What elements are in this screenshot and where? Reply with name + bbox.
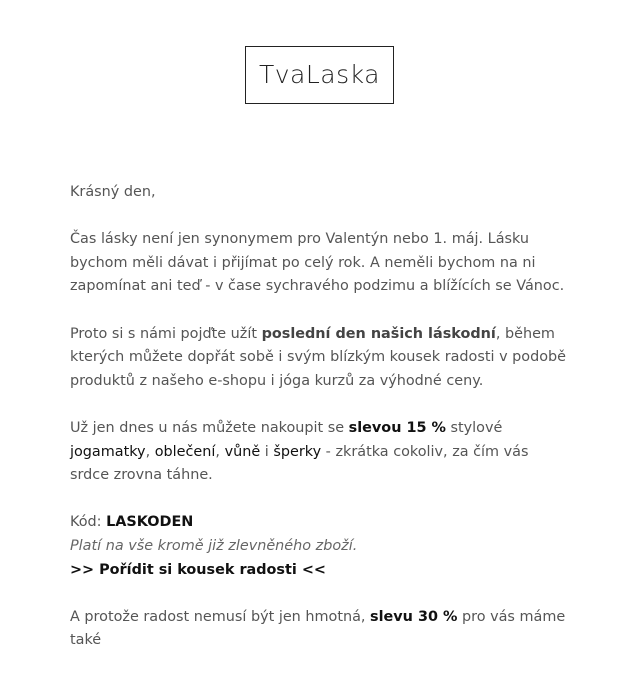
discount-code-line (70, 511, 570, 535)
paragraph-last-day (70, 323, 570, 394)
discount-code-value: LASKODEN (106, 514, 194, 531)
separator: i (260, 443, 274, 460)
paragraph-yoga-text-1: A protože radost nemusí být jen hmotná, (70, 608, 371, 625)
link-jogamatky[interactable]: jogamatky (70, 443, 146, 460)
paragraph-intro: Čas lásky není jen synonymem pro Valentýn nebo 1. máj. Lásku bychom měli dávat i přijímat po celý rok. A neměli bychom na ni zapomínat ani teď - v čase sychravého podzimu a blížících se Vánoc. (70, 231, 565, 295)
link-vune[interactable]: vůně (224, 443, 261, 460)
discount-code-block (70, 511, 570, 582)
last-day-highlight: poslední den našich láskodní (261, 325, 496, 342)
email-body (70, 181, 570, 676)
link-sperky[interactable]: šperky (273, 443, 322, 460)
paragraph-yoga-text-2: pro vás máme také (70, 608, 566, 649)
paragraph-yoga-discount (70, 606, 570, 653)
paragraph-discount-text-1: Už jen dnes u nás můžete nakoupit se (70, 419, 349, 436)
discount-30-highlight: slevu 30 % (370, 608, 458, 625)
link-obleceni[interactable]: oblečení (154, 443, 216, 460)
header (0, 46, 640, 104)
paragraph-last-day-text-2: , během kterých můžete dopřát sobě i svým blízkým kousek radosti v podobě produktů z našeho e-shopu i jóga kurzů za výhodné ceny. (70, 325, 567, 389)
discount-code-note: Platí na vše kromě již zlevněného zboží. (70, 537, 358, 554)
brand-logo[interactable]: TvaLaska (245, 46, 394, 104)
discount-15-highlight: slevou 15 % (348, 419, 446, 436)
separator: , (215, 443, 225, 460)
paragraph-discount-text-2: stylové (445, 419, 503, 436)
greeting: Krásný den, (70, 184, 156, 200)
shop-cta-link[interactable]: >> Pořídit si kousek radosti << (70, 561, 326, 578)
separator: , (145, 443, 151, 460)
paragraph-discount (70, 417, 570, 488)
paragraph-last-day-text-1: Proto si s námi pojďte užít (70, 325, 262, 342)
paragraph-discount-text-3: - zkrátka cokoliv, za čím vás srdce zrovna táhne. (70, 443, 529, 484)
discount-code-label: Kód: (70, 514, 107, 531)
